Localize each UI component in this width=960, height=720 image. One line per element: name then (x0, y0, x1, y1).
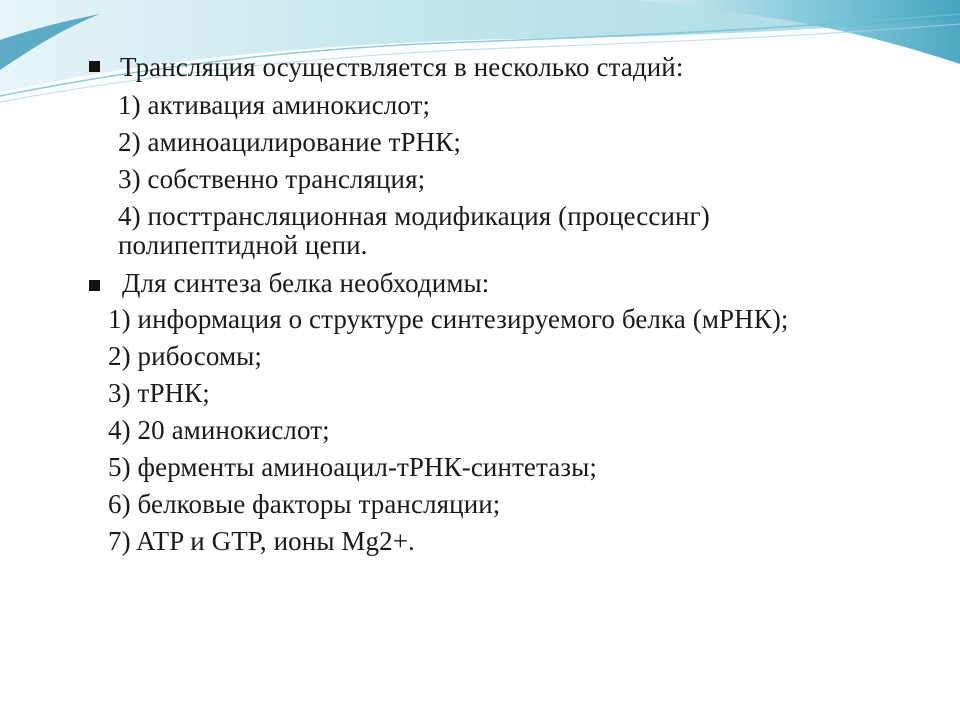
section1-item-4-cont: полипептидной цепи. (118, 230, 368, 260)
section2-item-7: 7) ATP и GTP, ионы Mg2+. (108, 526, 415, 556)
section2-heading: Для синтеза белка необходимы: (122, 268, 490, 298)
section2-item-1: 1) информация о структуре синтезируемого белка (мРНК); (108, 304, 789, 334)
section1-item-4: 4) посттрансляционная модификация (процессинг) (118, 201, 710, 231)
section2-item-2: 2) рибосомы; (108, 341, 262, 371)
section1-item-3: 3) собственно трансляция; (118, 164, 426, 194)
bullet-square-2 (89, 280, 100, 291)
section2-item-4: 4) 20 аминокислот; (108, 415, 330, 445)
section2-item-3: 3) тРНК; (108, 378, 210, 408)
section1-item-2: 2) аминоацилирование тРНК; (118, 127, 461, 157)
bullet-square-1 (89, 61, 100, 72)
section2-item-6: 6) белковые факторы трансляции; (108, 489, 501, 519)
section1-heading: Трансляция осуществляется в несколько стадий: (120, 52, 684, 82)
section2-item-5: 5) ферменты аминоацил-тРНК-синтетазы; (108, 452, 597, 482)
section1-item-1: 1) активация аминокислот; (118, 90, 431, 120)
